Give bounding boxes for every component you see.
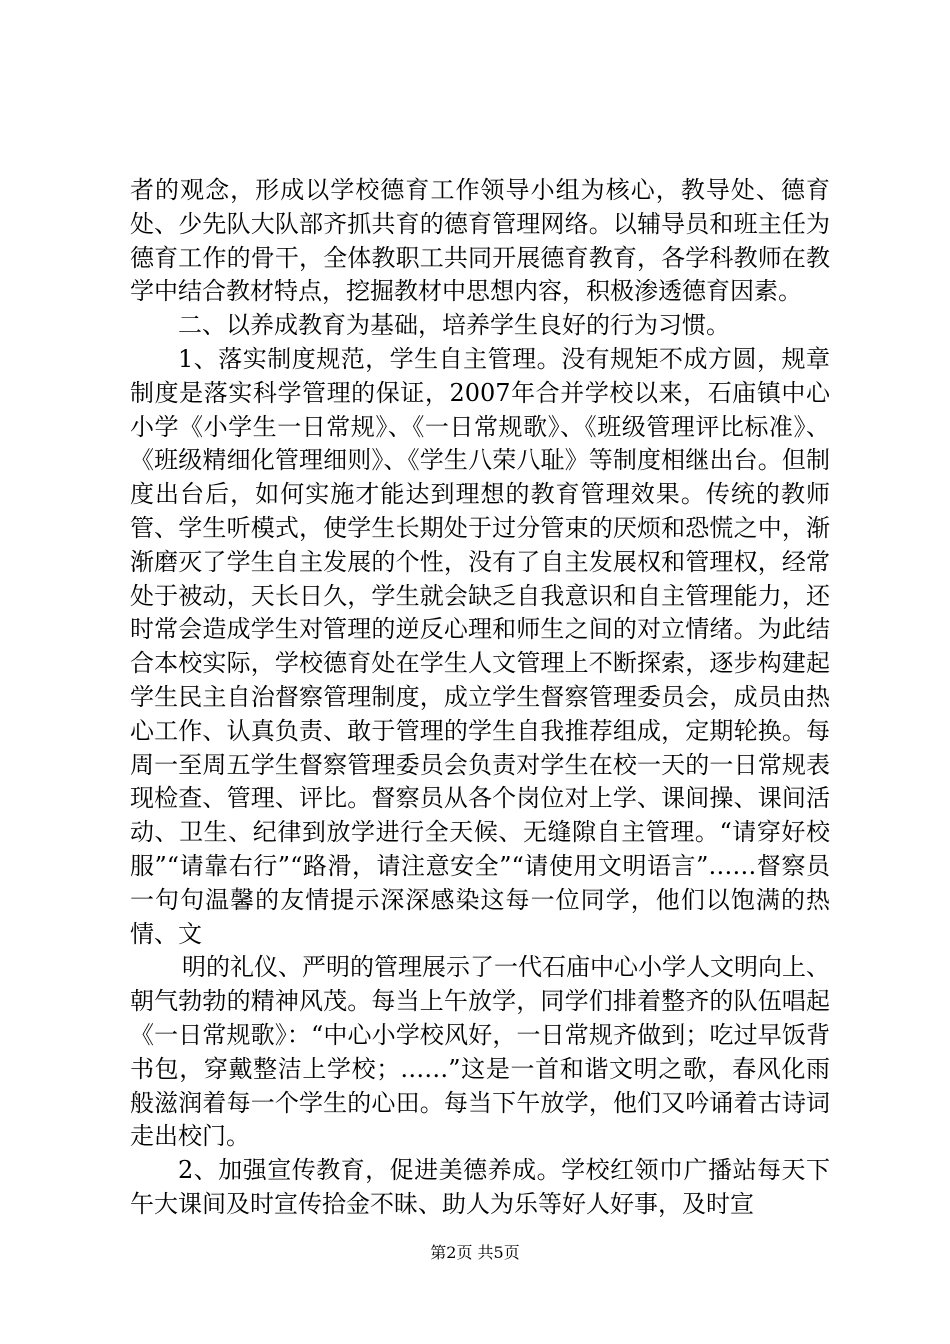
paragraph-item-2: 2、加强宣传教育，促进美德养成。学校红领巾广播站每天下午大课间及时宣传拾金不昧、助人为乐等好人好事，及时宣 — [130, 1156, 830, 1218]
paragraph-continuation: 者的观念，形成以学校德育工作领导小组为核心，教导处、德育处、少先队大队部齐抓共育的德育管理网络。以辅导员和班主任为德育工作的骨干，全体教职工共同开展德育教育，各学科教师在教学中结合教材特点，挖掘教材中思想内容，积极渗透德育因素。 — [130, 176, 830, 306]
page-number: 第2页 共5页 — [430, 1243, 520, 1262]
section-heading: 二、以养成教育为基础，培养学生良好的行为习惯。 — [178, 311, 730, 340]
document-body — [130, 174, 830, 1222]
paragraph-item-1-continued: 明的礼仪、严明的管理展示了一代石庙中心小学人文明向上、朝气勃勃的精神风茂。每当上午放学，同学们排着整齐的队伍唱起《一日常规歌》：“中心小学校风好，一日常规齐做到；吃过早饭背书包，穿戴整洁上学校；……”这是一首和谐文明之歌，春风化雨般滋润着每一个学生的心田。每当下午放学，他们又吟诵着古诗词走出校门。 — [130, 953, 830, 1151]
paragraph-item-1: 1、落实制度规范，学生自主管理。没有规矩不成方圆，规章制度是落实科学管理的保证，2007年合并学校以来，石庙镇中心小学《小学生一日常规》、《一日常规歌》、《班级管理评比标准》、《班级精细化管理细则》、《学生八荣八耻》等制度相继出台。但制度出台后，如何实施才能达到理想的教育管理效果。传统的教师管、学生听模式，使学生长期处于过分管束的厌烦和恐慌之中，渐渐磨灭了学生自主发展的个性，没有了自主发展权和管理权，经常处于被动，天长日久，学生就会缺乏自我意识和自主管理能力，还时常会造成学生对管理的逆反心理和师生之间的对立情绪。为此结合本校实际，学校德育处在学生人文管理上不断探索，逐步构建起学生民主自治督察管理制度，成立学生督察管理委员会，成员由热心工作、认真负责、敢于管理的学生自我推荐组成，定期轮换。每周一至周五学生督察管理委员会负责对学生在校一天的一日常规表现检查、管理、评比。督察员从各个岗位对上学、课间操、课间活动、卫生、纪律到放学进行全天候、无缝隙自主管理。“请穿好校服”“请靠右行”“路滑，请注意安全”“请使用文明语言”……督察员一句句温馨的友情提示深深感染这每一位同学，他们以饱满的热情、文 — [130, 344, 830, 948]
